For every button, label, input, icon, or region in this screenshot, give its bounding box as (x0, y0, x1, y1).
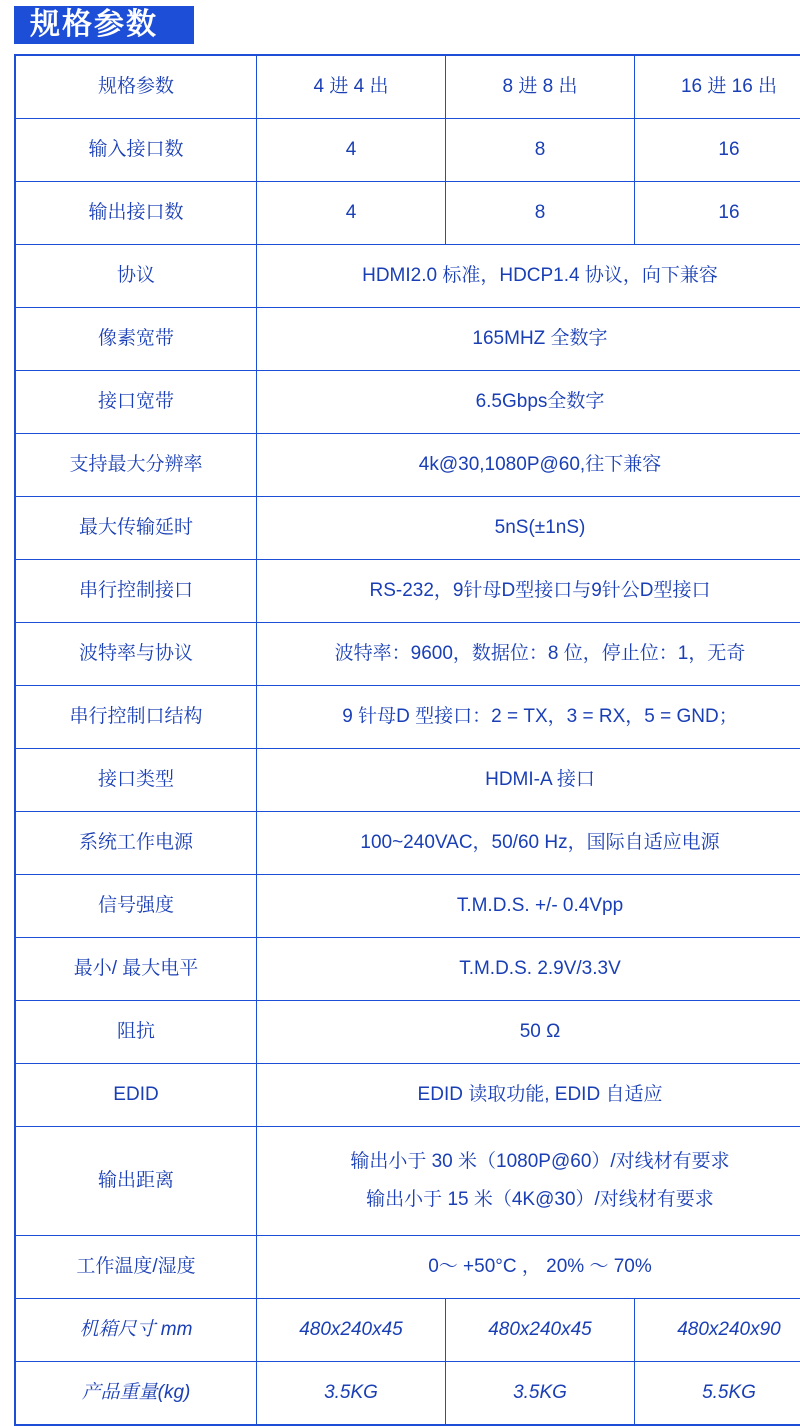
row-label: 接口类型 (15, 749, 257, 812)
table-header-cell-1: 4 进 4 出 (257, 55, 446, 119)
row-label: 串行控制接口 (15, 560, 257, 623)
row-value: HDMI2.0 标准，HDCP1.4 协议，向下兼容 (257, 245, 800, 308)
row-label: 串行控制口结构 (15, 686, 257, 749)
table-header-cell-2: 8 进 8 出 (446, 55, 635, 119)
row-label: 输入接口数 (15, 119, 257, 182)
table-row (15, 245, 800, 308)
row-label: 工作温度/湿度 (15, 1236, 257, 1299)
row-value: 4 (257, 182, 446, 245)
row-label: 系统工作电源 (15, 812, 257, 875)
row-value: 8 (446, 119, 635, 182)
row-label: 协议 (15, 245, 257, 308)
row-label: 输出接口数 (15, 182, 257, 245)
row-label: 信号强度 (15, 875, 257, 938)
table-row (15, 1064, 800, 1127)
specifications-table (14, 54, 800, 1426)
table-row (15, 497, 800, 560)
row-value: RS-232，9针母D型接口与9针公D型接口 (257, 560, 800, 623)
row-label: 像素宽带 (15, 308, 257, 371)
table-row-output-distance (15, 1127, 800, 1236)
row-label: 阻抗 (15, 1001, 257, 1064)
row-value (257, 1127, 800, 1236)
table-row (15, 686, 800, 749)
table-header-cell-3: 16 进 16 出 (635, 55, 800, 119)
table-header-cell-0: 规格参数 (15, 55, 257, 119)
row-value: 5.5KG (635, 1362, 800, 1426)
row-label: 接口宽带 (15, 371, 257, 434)
row-value: 0～ +50°C ， 20% ～ 70% (257, 1236, 800, 1299)
row-value: EDID 读取功能, EDID 自适应 (257, 1064, 800, 1127)
page-header (0, 0, 800, 46)
row-value: 5nS(±1nS) (257, 497, 800, 560)
table-row (15, 371, 800, 434)
row-label: 支持最大分辨率 (15, 434, 257, 497)
table-row (15, 434, 800, 497)
row-label: EDID (15, 1064, 257, 1127)
output-distance-line-2: 输出小于 15 米（4K@30）/对线材有要求 (261, 1181, 800, 1219)
table-row (15, 938, 800, 1001)
output-distance-line-1: 输出小于 30 米（1080P@60）/对线材有要求 (261, 1143, 800, 1181)
row-value: 9 针母D 型接口：2 = TX，3 = RX，5 = GND； (257, 686, 800, 749)
row-value: 16 (635, 182, 800, 245)
table-row (15, 308, 800, 371)
row-value: 165MHZ 全数字 (257, 308, 800, 371)
table-row (15, 119, 800, 182)
row-value: 4k@30,1080P@60,往下兼容 (257, 434, 800, 497)
table-row (15, 623, 800, 686)
table-row (15, 749, 800, 812)
row-value: 480x240x45 (446, 1299, 635, 1362)
row-value: 480x240x90 (635, 1299, 800, 1362)
row-value: 波特率：9600，数据位：8 位，停止位：1，无奇 (257, 623, 800, 686)
row-value: 100~240VAC，50/60 Hz，国际自适应电源 (257, 812, 800, 875)
row-label: 最小/ 最大电平 (15, 938, 257, 1001)
row-value: T.M.D.S. +/- 0.4Vpp (257, 875, 800, 938)
table-row (15, 812, 800, 875)
row-value: 6.5Gbps全数字 (257, 371, 800, 434)
row-value: 16 (635, 119, 800, 182)
table-row-chassis-size (15, 1299, 800, 1362)
table-header-row (15, 55, 800, 119)
table-row-temperature (15, 1236, 800, 1299)
row-value: 50 Ω (257, 1001, 800, 1064)
table-row (15, 875, 800, 938)
row-label: 输出距离 (15, 1127, 257, 1236)
row-label: 波特率与协议 (15, 623, 257, 686)
table-row-weight (15, 1362, 800, 1426)
row-value: T.M.D.S. 2.9V/3.3V (257, 938, 800, 1001)
row-value: 480x240x45 (257, 1299, 446, 1362)
row-label: 机箱尺寸 mm (15, 1299, 257, 1362)
table-row (15, 1001, 800, 1064)
table-row (15, 560, 800, 623)
row-label: 产品重量(kg) (15, 1362, 257, 1426)
page-title: 规格参数 (30, 8, 158, 42)
table-row (15, 182, 800, 245)
row-value: 4 (257, 119, 446, 182)
row-label: 最大传输延时 (15, 497, 257, 560)
row-value: 8 (446, 182, 635, 245)
row-value: HDMI-A 接口 (257, 749, 800, 812)
row-value: 3.5KG (257, 1362, 446, 1426)
row-value: 3.5KG (446, 1362, 635, 1426)
